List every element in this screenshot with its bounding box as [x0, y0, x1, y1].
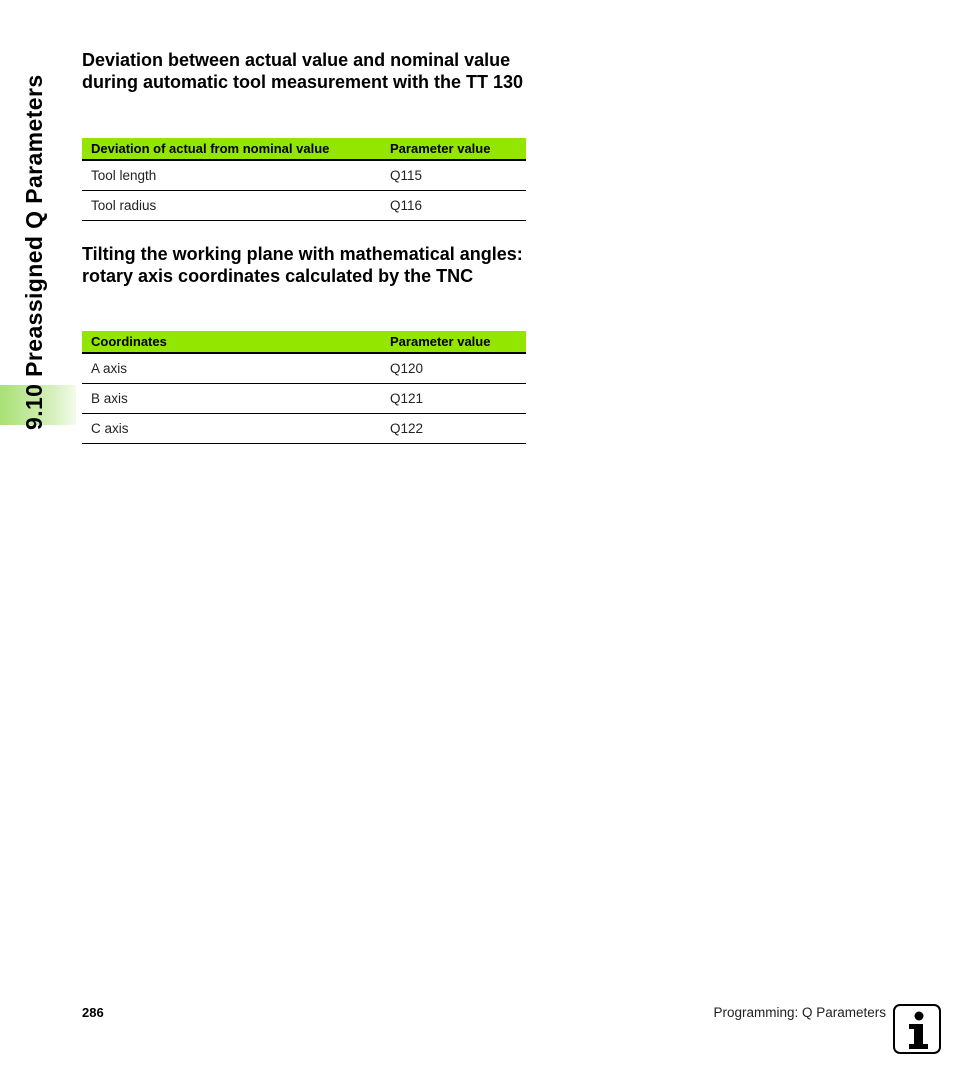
table-header-row	[82, 331, 526, 353]
table-header-row	[82, 138, 526, 160]
table-row	[82, 414, 526, 444]
table-cell: A axis	[82, 353, 381, 384]
column-header: Coordinates	[82, 331, 381, 353]
section-heading-tool-deviation: Deviation between actual value and nominal value during automatic tool measurement with the TT 130	[82, 50, 524, 92]
table-cell: C axis	[82, 414, 381, 444]
section-heading-tilting-plane: Tilting the working plane with mathematical angles: rotary axis coordinates calculated by the TNC	[82, 244, 523, 286]
rotary-axis-table	[82, 331, 526, 444]
table-cell: Q115	[381, 160, 526, 191]
column-header: Deviation of actual from nominal value	[82, 138, 381, 160]
table-cell: B axis	[82, 384, 381, 414]
table-row	[82, 353, 526, 384]
chapter-side-title: 9.10 Preassigned Q Parameters	[21, 74, 47, 430]
page-number: 286	[82, 1005, 104, 1020]
table-cell: Q121	[381, 384, 526, 414]
table-cell: Tool length	[82, 160, 381, 191]
table-row	[82, 384, 526, 414]
info-icon	[893, 1004, 941, 1054]
column-header: Parameter value	[381, 138, 526, 160]
table-row	[82, 191, 526, 221]
table-cell: Tool radius	[82, 191, 381, 221]
table-cell: Q120	[381, 353, 526, 384]
table-cell: Q122	[381, 414, 526, 444]
column-header: Parameter value	[381, 331, 526, 353]
table-row	[82, 160, 526, 191]
table-cell: Q116	[381, 191, 526, 221]
tool-deviation-table	[82, 138, 526, 221]
chapter-name: Programming: Q Parameters	[713, 1005, 886, 1020]
